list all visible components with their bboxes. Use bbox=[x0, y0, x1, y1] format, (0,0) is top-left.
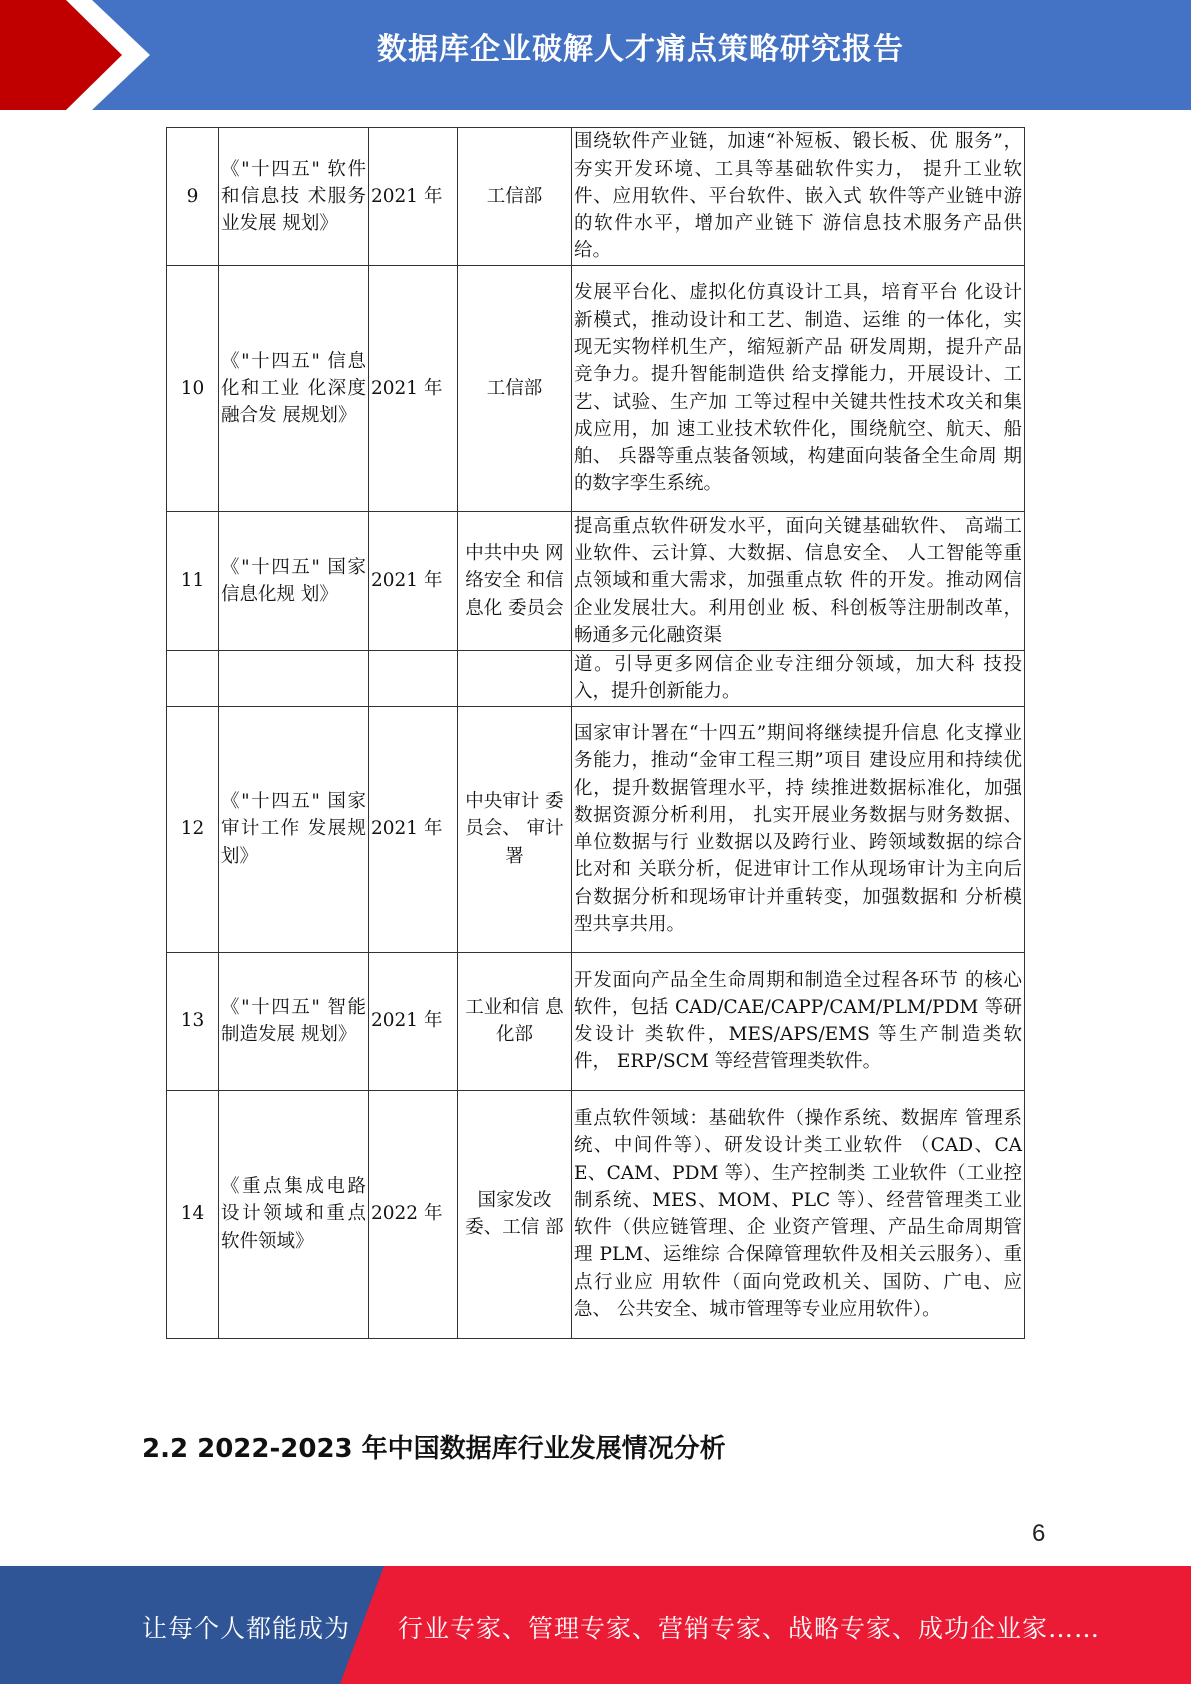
policy-year bbox=[369, 651, 458, 707]
table-row bbox=[167, 651, 1025, 707]
row-index bbox=[167, 651, 219, 707]
policy-table bbox=[166, 127, 1025, 1339]
page-header bbox=[0, 0, 1191, 110]
policy-year: 2021 年 bbox=[369, 952, 458, 1090]
policy-desc: 围绕软件产业链，加速“补短板、锻长板、优 服务”，夯实开发环境、工具等基础软件实力， 提升工业软件、应用软件、平台软件、嵌入式 软件等产业链中游的软件水平，增加产业链下 游信息技术服务产品供给。 bbox=[572, 128, 1025, 266]
policy-year: 2021 年 bbox=[369, 512, 458, 651]
policy-year: 2021 年 bbox=[369, 266, 458, 512]
policy-desc: 开发面向产品全生命周期和制造全过程各环节 的核心软件，包括 CAD/CAE/CAPP/CAM/PLM/PDM 等研发设计 类软件，MES/APS/EMS 等生产制造类软件， ERP/SCM 等经营管理类软件。 bbox=[572, 952, 1025, 1090]
policy-dept: 中共中央 网络安全 和信息化 委员会 bbox=[458, 512, 572, 651]
policy-desc: 国家审计署在“十四五”期间将继续提升信息 化支撑业务能力，推动“金审工程三期”项目 建设应用和持续优化，提升数据管理水平，持 续推进数据标准化，加强数据资源分析利用， 扎实开展业务数据与财务数据、单位数据与行 业数据以及跨行业、跨领域数据的综合比对和 关联分析，促进审计工作从现场审计为主向后 台数据分析和现场审计并重转变，加强数据和 分析模型共享共用。 bbox=[572, 706, 1025, 952]
row-index: 12 bbox=[167, 706, 219, 952]
row-index: 9 bbox=[167, 128, 219, 266]
row-index: 10 bbox=[167, 266, 219, 512]
table-row bbox=[167, 266, 1025, 512]
policy-dept: 工信部 bbox=[458, 128, 572, 266]
policy-year: 2022 年 bbox=[369, 1090, 458, 1338]
policy-name: 《"十四五" 国家审计工作 发展规划》 bbox=[219, 706, 369, 952]
policy-dept bbox=[458, 651, 572, 707]
table-row bbox=[167, 1090, 1025, 1338]
policy-desc: 发展平台化、虚拟化仿真设计工具，培育平台 化设计新模式，推动设计和工艺、制造、运维 的一体化，实现无实物样机生产，缩短新产品 研发周期，提升产品竞争力。提升智能制造供 给支撑能力，开展设计、工艺、试验、生产加 工等过程中关键共性技术攻关和集成应用，加 速工业技术软件化，围绕航空、航天、船舶、 兵器等重点装备领域，构建面向装备全生命周 期的数字孪生系统。 bbox=[572, 266, 1025, 512]
policy-name bbox=[219, 651, 369, 707]
row-index: 13 bbox=[167, 952, 219, 1090]
policy-name: 《"十四五" 国家信息化规 划》 bbox=[219, 512, 369, 651]
page-number: 6 bbox=[1032, 1520, 1046, 1547]
policy-desc: 提高重点软件研发水平，面向关键基础软件、 高端工业软件、云计算、大数据、信息安全、 人工智能等重点领域和重大需求，加强重点软 件的开发。推动网信企业发展壮大。利用创业 板、科创板等注册制改革，畅通多元化融资渠 bbox=[572, 512, 1025, 651]
policy-name: 《"十四五" 软件和信息技 术服务业发展 规划》 bbox=[219, 128, 369, 266]
policy-desc: 道。引导更多网信企业专注细分领域，加大科 技投入，提升创新能力。 bbox=[572, 651, 1025, 707]
policy-year: 2021 年 bbox=[369, 706, 458, 952]
table-row bbox=[167, 952, 1025, 1090]
header-title: 数据库企业破解人才痛点策略研究报告 bbox=[377, 32, 904, 67]
policy-desc: 重点软件领域：基础软件（操作系统、数据库 管理系统、中间件等）、研发设计类工业软件 （CAD、CAE、CAM、PDM 等）、生产控制类 工业软件（工业控制系统、MES、MOM、PLC 等）、经营管理类工业软件（供应链管理、企 业资产管理、产品生命周期管理 PLM、运维综 合保障管理软件及相关云服务）、重点行业应 用软件（面向党政机关、国防、广电、应急、 公共安全、城市管理等专业应用软件）。 bbox=[572, 1090, 1025, 1338]
policy-name: 《"十四五" 智能制造发展 规划》 bbox=[219, 952, 369, 1090]
table-row bbox=[167, 512, 1025, 651]
policy-name: 《重点集成电路设计领域和重点软件领域》 bbox=[219, 1090, 369, 1338]
table-row bbox=[167, 706, 1025, 952]
policy-dept: 工业和信 息化部 bbox=[458, 952, 572, 1090]
row-index: 11 bbox=[167, 512, 219, 651]
table-row bbox=[167, 128, 1025, 266]
policy-dept: 国家发改委、工信 部 bbox=[458, 1090, 572, 1338]
page-footer bbox=[0, 1566, 1191, 1684]
row-index: 14 bbox=[167, 1090, 219, 1338]
policy-dept: 中央审计 委员会、 审计署 bbox=[458, 706, 572, 952]
policy-year: 2021 年 bbox=[369, 128, 458, 266]
footer-slogan-right: 行业专家、管理专家、营销专家、战略专家、成功企业家…… bbox=[398, 1614, 1101, 1643]
footer-slogan-left: 让每个人都能成为 bbox=[142, 1614, 351, 1643]
policy-dept: 工信部 bbox=[458, 266, 572, 512]
policy-name: 《"十四五" 信息化和工业 化深度融合发 展规划》 bbox=[219, 266, 369, 512]
section-heading: 2.2 2022-2023 年中国数据库行业发展情况分析 bbox=[142, 1434, 726, 1464]
